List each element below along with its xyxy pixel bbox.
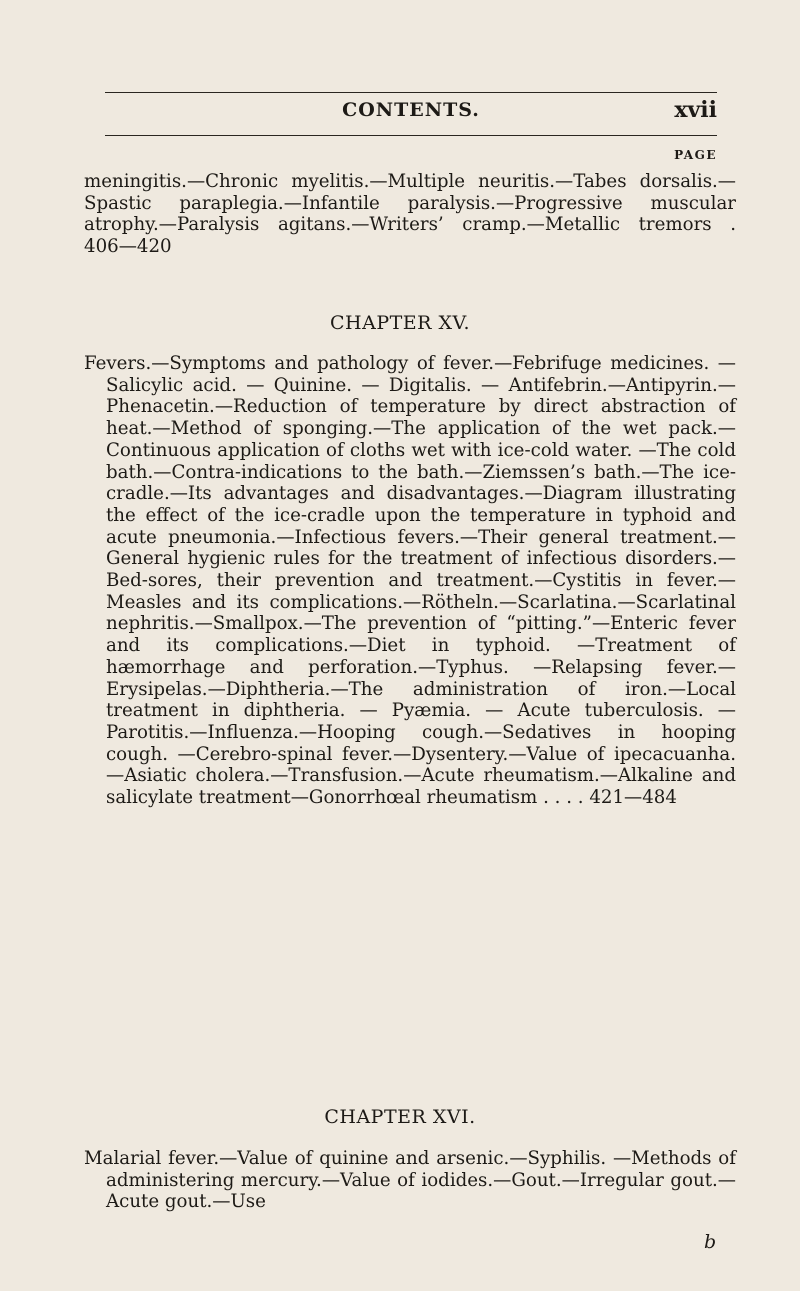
- toc-entry-ch15: [84, 353, 736, 809]
- toc-entry-text: Fevers.—Symptoms and pathology of fever.—Febrifuge medicines. — Salicylic acid. — Quinine. — Digitalis. — Antifebrin.—Antipyrin.—Phenacetin.—Reduction of temperature by direct abstraction of heat.—Method of sponging.—The application of the wet pack.—Continuous application of cloths wet with ice-cold water. —The cold bath.—Contra-indications to the bath.—Ziemssen’s bath.—The ice-cradle.—Its advantages and disadvantages.—Diagram illustrating the effect of the ice-cradle upon the temperature in typhoid and acute pneumonia.—Infectious fevers.—Their general treatment.—General hygienic rules for the treatment of infectious disorders.—Bed-sores, their prevention and treatment.—Cystitis in fever.—Measles and its complications.—Rötheln.—Scarlatina.—Scarlatinal nephritis.—Smallpox.—The prevention of “pitting.”—Enteric fever and its complications.—Diet in typhoid. —Treatment of hæmorrhage and perforation.—Typhus. —Relapsing fever.—Erysipelas.—Diphtheria.—The administration of iron.—Local treatment in diphtheria. — Pyæmia. — Acute tuberculosis. — Parotitis.—Influenza.—Hooping cough.—Sedatives in hooping cough. —Cerebro-spinal fever.—Dysentery.—Value of ipecacuanha.—Asiatic cholera.—Transfusion.—Acute rheumatism.—Alkaline and salicylate treatment—Gonorrhœal rheumatism: [84, 353, 736, 809]
- toc-leader: .: [711, 214, 736, 236]
- running-header: [105, 95, 717, 129]
- toc-entry-ch14: [84, 171, 736, 258]
- toc-entry-ch16: [84, 1148, 736, 1213]
- running-title: CONTENTS.: [342, 99, 480, 121]
- header-rule-bottom: [105, 135, 717, 136]
- toc-entry-text: meningitis.—Chronic myelitis.—Multiple neuritis.—Tabes dorsalis.—Spastic paraplegia.—Infantile paralysis.—Progressive muscular atrophy.—Paralysis agitans.—Writers’ cramp.—Metallic tremors: [84, 171, 736, 236]
- signature-mark: b: [704, 1231, 717, 1253]
- chapter-heading-xv: CHAPTER XV.: [330, 312, 470, 334]
- header-rule-top: [105, 92, 717, 93]
- toc-leader: . . . .: [537, 787, 590, 809]
- page-folio: xvii: [674, 97, 717, 123]
- toc-page-range: 406—420: [84, 236, 172, 258]
- chapter-heading-xvi: CHAPTER XVI.: [324, 1106, 476, 1128]
- toc-page-range: 421—484: [589, 787, 677, 809]
- page-column-label: PAGE: [674, 148, 717, 162]
- toc-entry-text: Malarial fever.—Value of quinine and arsenic.—Syphilis. —Methods of administering mercury.—Value of iodides.—Gout.—Irregular gout.—Acute gout.—Use: [84, 1148, 736, 1213]
